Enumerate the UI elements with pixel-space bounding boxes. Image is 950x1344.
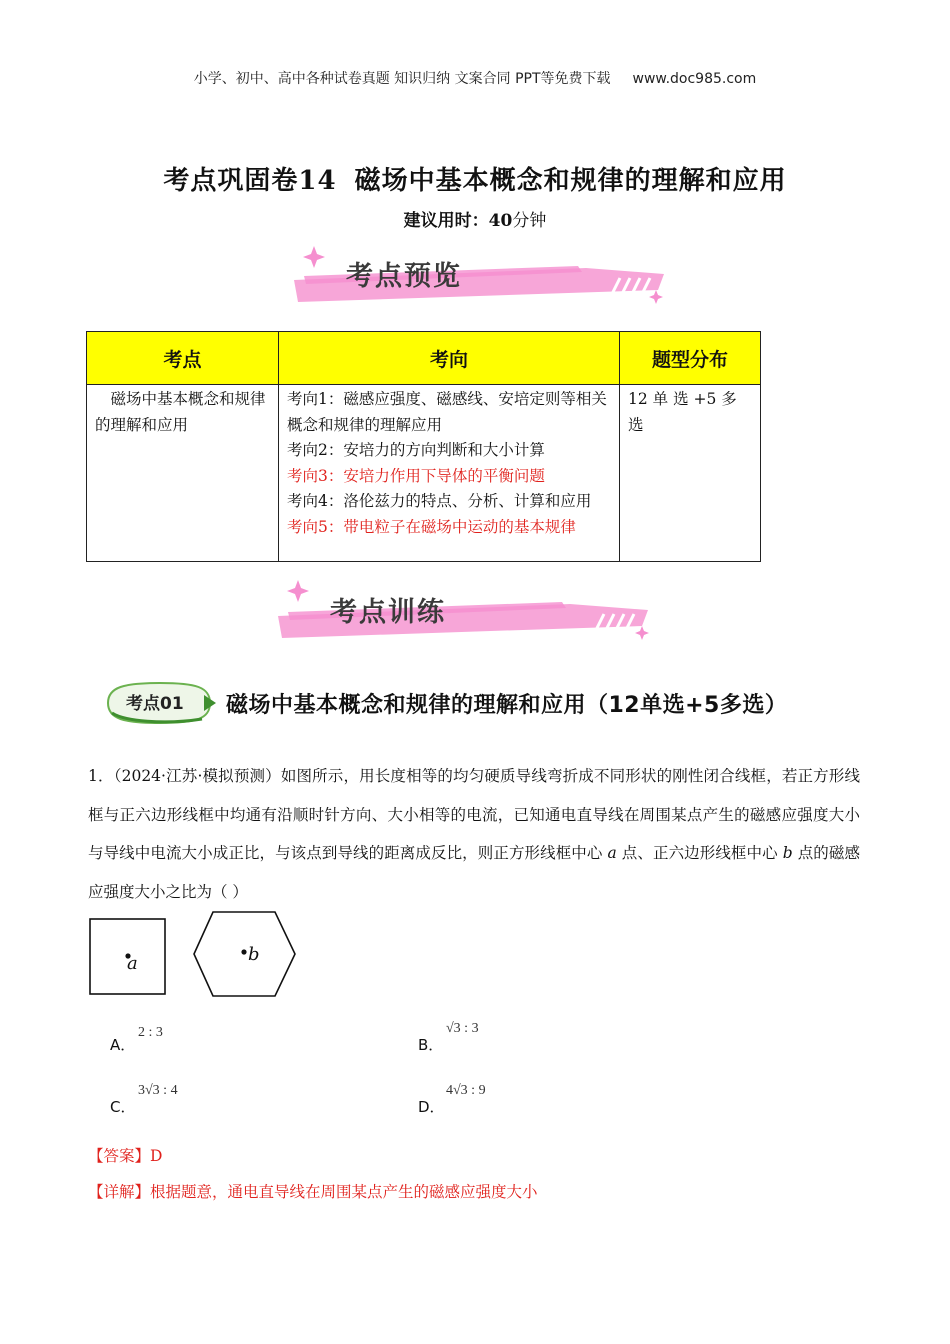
option-d-value: 4√3 : 9	[446, 1083, 486, 1098]
detail	[88, 1180, 538, 1202]
suggested-time	[0, 206, 950, 231]
question-text-3: 点的磁感应强度大小之比为（ ）	[88, 844, 860, 901]
option-b-value: √3 : 3	[446, 1021, 479, 1036]
table-cell-topic: 磁场中基本概念和规律的理解和应用	[87, 385, 279, 562]
answer-label: 【答案】	[88, 1147, 151, 1165]
suggested-time-label: 建议用时：40	[403, 211, 513, 231]
point-b-label: b	[782, 844, 793, 862]
direction-5: 考向5：带电粒子在磁场中运动的基本规律	[287, 517, 576, 536]
option-b[interactable]	[418, 1034, 443, 1055]
option-a-value: 2 : 3	[138, 1025, 163, 1040]
direction-1: 考向1：磁感应强度、磁感线、安培定则等相关概念和规律的理解应用	[287, 390, 607, 434]
option-a-letter: A．	[110, 1036, 136, 1054]
overview-table	[86, 331, 761, 562]
title-part1: 考点巩固卷14	[163, 166, 337, 196]
figure-label-b: b	[248, 944, 260, 965]
table-cell-distribution: 12 单 选 +5 多 选	[620, 385, 761, 562]
option-c[interactable]	[110, 1096, 135, 1117]
question-number: 1．	[88, 767, 114, 785]
section-badge-text: 考点01	[126, 694, 184, 714]
page-header	[0, 68, 950, 88]
option-c-letter: C．	[110, 1098, 136, 1116]
overview-banner-text: 考点预览	[346, 261, 462, 292]
option-b-letter: B．	[418, 1036, 444, 1054]
page-title	[0, 160, 950, 197]
option-a[interactable]	[110, 1034, 135, 1055]
header-site[interactable]: www.doc985.com	[632, 71, 757, 87]
answer	[88, 1144, 162, 1166]
detail-label: 【详解】	[88, 1183, 151, 1201]
question-text-2: 点、正六边形线框中心	[621, 844, 778, 862]
training-banner-text: 考点训练	[330, 597, 446, 628]
option-d[interactable]	[418, 1096, 445, 1117]
title-part2: 磁场中基本概念和规律的理解和应用	[354, 166, 787, 196]
table-header-distribution: 题型分布	[620, 332, 761, 385]
point-b-dot	[241, 949, 246, 954]
table-header-direction: 考向	[279, 332, 620, 385]
figure-label-a: a	[127, 953, 138, 974]
direction-2: 考向2：安培力的方向判断和大小计算	[287, 441, 545, 459]
table-cell-directions	[279, 385, 620, 562]
table-header-topic: 考点	[87, 332, 279, 385]
point-a-label: a	[607, 844, 617, 862]
question-1	[88, 757, 860, 911]
question-figure	[88, 908, 308, 1000]
training-banner	[270, 578, 650, 648]
option-c-value: 3√3 : 4	[138, 1083, 178, 1098]
answer-value: D	[150, 1147, 163, 1165]
section-badge	[104, 679, 216, 725]
section-title: 磁场中基本概念和规律的理解和应用（12单选+5多选）	[226, 693, 788, 718]
header-text: 小学、初中、高中各种试卷真题 知识归纳 文案合同 PPT等免费下载	[193, 71, 611, 87]
option-d-letter: D．	[418, 1098, 445, 1116]
suggested-time-unit: 分钟	[512, 211, 547, 231]
detail-text: 根据题意，通电直导线在周围某点产生的磁感应强度大小	[150, 1183, 538, 1201]
question-text-1: 如图所示，用长度相等的均匀硬质导线弯折成不同形状的刚性闭合线框，若正方形线框与正六边形线框中均通有沿顺时针方向、大小相等的电流，已知通电直导线在周围某点产生的磁感应强度大小与导线中电流大小成正比，与该点到导线的距离成反比，则正方形线框中心	[88, 767, 860, 862]
question-source: （2024·江苏·模拟预测）	[113, 767, 281, 785]
overview-banner	[286, 242, 666, 312]
direction-4: 考向4：洛伦兹力的特点、分析、计算和应用	[287, 492, 592, 510]
direction-3: 考向3：安培力作用下导体的平衡问题	[287, 466, 545, 485]
